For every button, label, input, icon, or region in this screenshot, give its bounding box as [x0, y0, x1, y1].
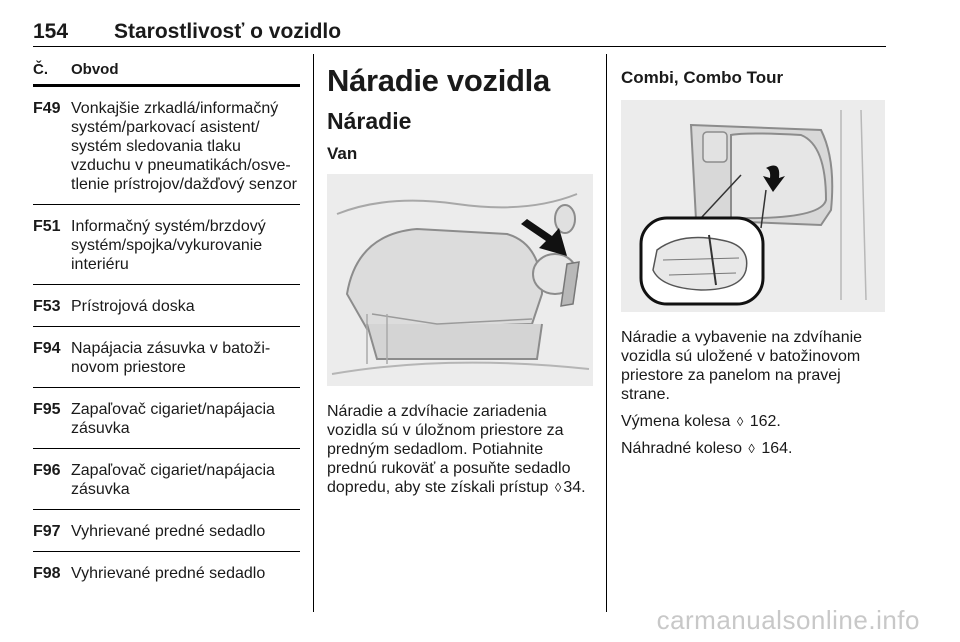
table-header — [33, 54, 300, 87]
fuse-circuit: Vonkajšie zrkadlá/informačný systém/parkovací asistent/ systém sledovania tlaku vzduchu v pneumatikách/osve- tlenie prístrojov/dažďový senzor — [71, 100, 297, 193]
table-row — [33, 285, 300, 327]
page-ref-link[interactable]: 34. — [563, 479, 586, 496]
table-row — [33, 510, 300, 552]
page-ref-link[interactable]: 164. — [761, 440, 793, 457]
spare-wheel-ref — [621, 439, 886, 458]
section-heading: Náradie vozidla — [327, 63, 550, 98]
watermark: carmanualsonline.info — [656, 605, 920, 635]
tools-van-section — [327, 54, 593, 497]
wheel-change-label: Výmena kolesa — [621, 413, 731, 430]
fuse-code: F51 — [33, 218, 61, 235]
van-paragraph-text: Náradie a zdvíhacie zariadenia vozidla sú v úložnom priestore za predným sedadlom. Potiahnite prednú rukoväť a posuňte sedadlo dopredu, aby ste získali prístup — [327, 403, 571, 496]
van-paragraph — [327, 402, 593, 497]
combi-panel-illustration — [621, 100, 885, 312]
subsection-heading: Náradie — [327, 108, 412, 134]
fuse-code: F97 — [33, 523, 61, 540]
page-ref-icon: ◊ — [748, 441, 755, 456]
tools-combi-section — [621, 54, 886, 458]
fuse-circuit: Prístrojová doska — [71, 298, 195, 315]
page-ref-link[interactable]: 162. — [749, 413, 781, 430]
page-header — [33, 8, 886, 47]
fuse-circuit: Vyhrievané predné sedadlo — [71, 565, 266, 582]
page-ref-icon: ◊ — [736, 414, 744, 429]
table-row — [33, 205, 300, 285]
van-seat-illustration — [327, 174, 593, 386]
page-number: 154 — [33, 20, 69, 43]
fuse-code: F49 — [33, 100, 61, 117]
table-row — [33, 327, 300, 388]
table-row — [33, 87, 300, 205]
fuse-circuit: Zapaľovač cigariet/napájacia zásuvka — [71, 462, 275, 498]
combi-paragraph: Náradie a vybavenie na zdvíhanie vozidla sú uložené v batožinovom priestore za panelom na pravej strane. — [621, 329, 863, 403]
fuse-code: F96 — [33, 462, 61, 479]
fuse-circuit: Vyhrievané predné sedadlo — [71, 523, 266, 540]
variant-heading: Combi, Combo Tour — [621, 68, 784, 87]
col-code-header: Č. — [33, 61, 48, 78]
table-row — [33, 449, 300, 510]
fuse-code: F95 — [33, 401, 61, 418]
table-row — [33, 388, 300, 449]
fuse-code: F53 — [33, 298, 61, 315]
wheel-change-ref — [621, 412, 886, 431]
fuse-circuit: Informačný systém/brzdový systém/spojka/vykurovanie interiéru — [71, 218, 266, 273]
fuse-circuit: Zapaľovač cigariet/napájacia zásuvka — [71, 401, 275, 437]
page-title: Starostlivosť o vozidlo — [114, 20, 342, 43]
fuse-table — [33, 54, 300, 593]
column-divider-2 — [606, 54, 607, 612]
col-circuit-header: Obvod — [71, 61, 119, 78]
column-divider-1 — [313, 54, 314, 612]
spare-wheel-label: Náhradné koleso — [621, 440, 742, 457]
variant-heading: Van — [327, 144, 358, 163]
table-row — [33, 552, 300, 593]
fuse-code: F94 — [33, 340, 61, 357]
fuse-code: F98 — [33, 565, 61, 582]
fuse-circuit: Napájacia zásuvka v batoži- novom priestore — [71, 340, 271, 376]
page-ref-icon: ◊ — [554, 480, 562, 495]
